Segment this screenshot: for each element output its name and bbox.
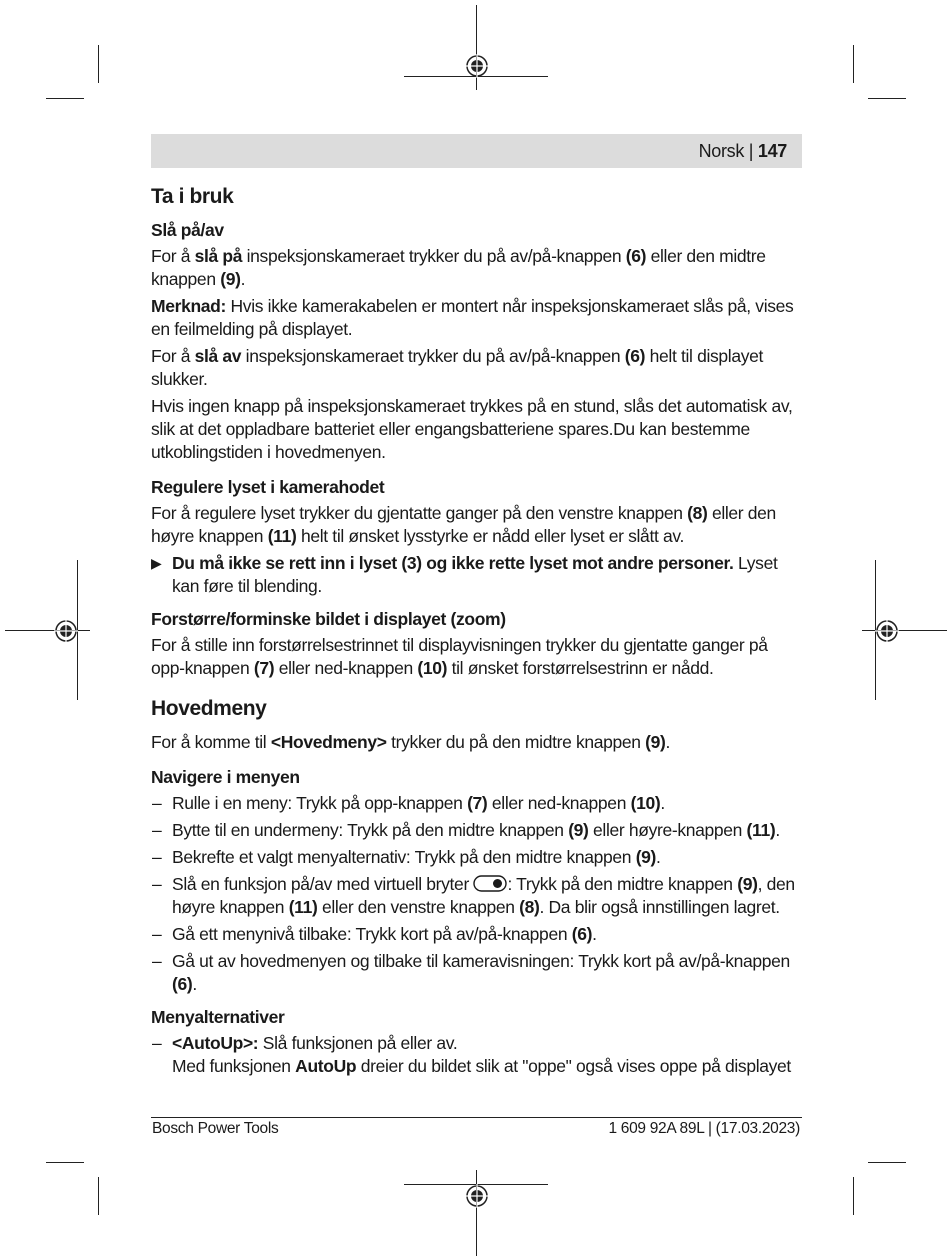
header-language: Norsk <box>698 141 745 161</box>
list-item: – <AutoUp>: Slå funksjonen på eller av. <box>152 1033 458 1053</box>
crop-mark <box>868 1162 906 1163</box>
footer-brand: Bosch Power Tools <box>152 1120 279 1137</box>
header-separator: | <box>744 141 758 161</box>
warning-triangle-icon: ▶ <box>151 555 162 571</box>
registration-target-icon <box>54 619 78 643</box>
crop-mark <box>868 98 906 99</box>
warning-item: ▶ Du må ikke se rett inn i lyset (3) og ikke rette lyset mot andre personer. Lyset kan føre til blending. <box>151 553 778 596</box>
list-item: – Bekrefte et valgt menyalternativ: Trykk på den midtre knappen (9). <box>152 847 661 867</box>
page-header <box>151 134 802 168</box>
footer-divider <box>151 1117 802 1118</box>
crop-mark <box>853 45 854 83</box>
paragraph: For å slå av inspeksjonskameraet trykker du på av/på-knappen (6) helt til displayet slukker. <box>151 346 763 389</box>
subheading: Slå på/av <box>151 220 224 240</box>
list-item: – Slå en funksjon på/av med virtuell bryter : Trykk på den midtre knappen (9), den høyre knappen (11) eller den venstre knappen (8). Da blir også innstillingen lagret. <box>152 874 795 917</box>
crop-mark <box>853 1177 854 1215</box>
paragraph: For å slå på inspeksjonskameraet trykker du på av/på-knappen (6) eller den midtre knappen (9). <box>151 246 766 289</box>
registration-target-icon <box>465 1184 489 1208</box>
paragraph: For å regulere lyset trykker du gjentatte ganger på den venstre knappen (8) eller den høyre knappen (11) helt til ønsket lysstyrke er nådd eller lyset er slått av. <box>151 503 776 546</box>
list-item: – Bytte til en undermeny: Trykk på den midtre knappen (9) eller høyre-knappen (11). <box>152 820 780 840</box>
crop-mark <box>46 98 84 99</box>
list-item: – Rulle i en meny: Trykk på opp-knappen (7) eller ned-knappen (10). <box>152 793 665 813</box>
registration-target-icon <box>465 54 489 78</box>
paragraph: Hvis ingen knapp på inspeksjonskameraet trykkes på en stund, slås det automatisk av, slik at det oppladbare batteriet eller engangsbatteriene spares.Du kan bestemme utkoblingstiden i hovedmenyen. <box>151 396 793 462</box>
subheading: Regulere lyset i kamerahodet <box>151 477 385 497</box>
main-content <box>151 184 802 1082</box>
list-item: – Gå ett menynivå tilbake: Trykk kort på av/på-knappen (6). <box>152 924 597 944</box>
page-number: 147 <box>757 141 787 161</box>
registration-line <box>476 1170 477 1256</box>
subheading: Navigere i menyen <box>151 767 300 787</box>
header-text <box>699 141 787 162</box>
crop-mark <box>98 1177 99 1215</box>
footer-docnumber: 1 609 92A 89L | (17.03.2023) <box>608 1120 800 1137</box>
crop-mark <box>98 45 99 83</box>
list-item-continuation: Med funksjonen AutoUp dreier du bildet slik at "oppe" også vises oppe på displayet <box>172 1056 791 1076</box>
note-paragraph: Merknad: Hvis ikke kamerakabelen er montert når inspeksjonskameraet slås på, vises en feilmelding på displayet. <box>151 296 794 339</box>
toggle-switch-icon <box>473 875 507 892</box>
subheading: Menyalternativer <box>151 1007 285 1027</box>
subheading: Forstørre/forminske bildet i displayet (zoom) <box>151 609 506 629</box>
list-item: – Gå ut av hovedmenyen og tilbake til kameravisningen: Trykk kort på av/på-knappen (6). <box>152 951 790 994</box>
registration-target-icon <box>875 619 899 643</box>
section-title: Ta i bruk <box>151 185 234 208</box>
paragraph: For å komme til <Hovedmeny> trykker du på den midtre knappen (9). <box>151 732 671 752</box>
section-title: Hovedmeny <box>151 697 267 720</box>
paragraph: For å stille inn forstørrelsestrinnet til displayvisningen trykker du gjentatte ganger på opp-knappen (7) eller ned-knappen (10) til ønsket forstørrelsestrinn er nådd. <box>151 635 768 678</box>
crop-mark <box>46 1162 84 1163</box>
